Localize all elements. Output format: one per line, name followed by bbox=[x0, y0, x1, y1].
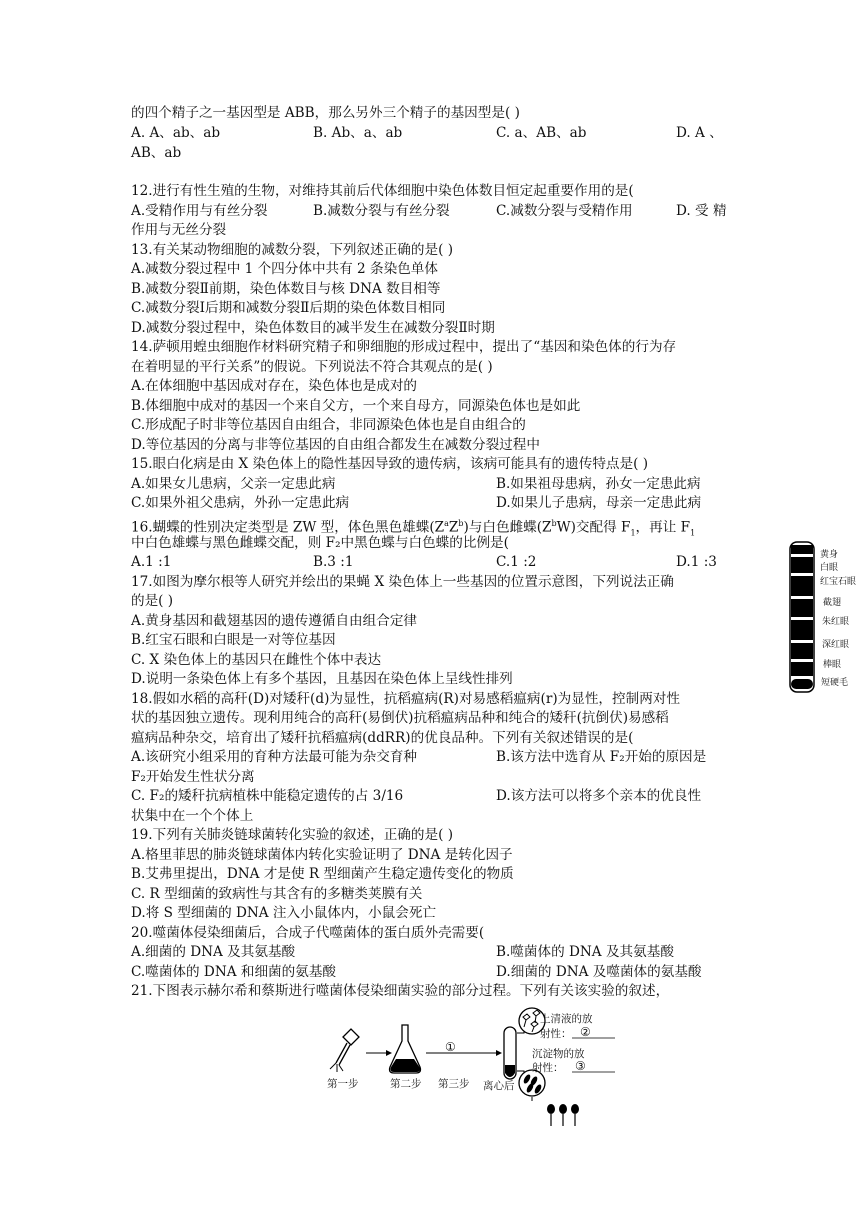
q15-option-c: C.如果外祖父患病，外孙一定患此病 bbox=[131, 495, 350, 511]
fig-label-circle2: ② bbox=[580, 1025, 591, 1039]
q19-option-c: C. R 型细菌的致病性与其含有的多糖类荚膜有关 bbox=[131, 886, 423, 902]
q19-option-a: A.格里菲思的肺炎链球菌体内转化实验证明了 DNA 是转化因子 bbox=[131, 847, 513, 863]
fig-label-sediment-1: 沉淀物的放 bbox=[532, 1048, 585, 1060]
q16-stem-line2: 中白色雄蝶与黑色雌蝶交配，则 F₂中黑色蝶与白色蝶的比例是( bbox=[131, 535, 509, 551]
q20-stem: 20.噬菌体侵染细菌后，合成子代噬菌体的蛋白质外壳需要( bbox=[131, 925, 485, 941]
q13-option-a: A.减数分裂过程中 1 个四分体中共有 2 条染色单体 bbox=[131, 261, 438, 277]
fig-label-centrifuge: 离心后 bbox=[483, 1080, 515, 1092]
q11-option-c: C. a、AB、ab bbox=[496, 125, 587, 141]
fig-label-step1: 第一步 bbox=[327, 1078, 359, 1090]
q13-option-c: C.减数分裂Ⅰ后期和减数分裂Ⅱ后期的染色体数目相同 bbox=[131, 300, 446, 316]
gene-label-cut-wing: 截翅 bbox=[823, 598, 842, 608]
x-chromosome-figure bbox=[788, 540, 818, 695]
gene-label-bar-eye: 棒眼 bbox=[823, 660, 842, 670]
q17-stem-line2: 的是( ) bbox=[131, 593, 174, 609]
flask-icon bbox=[390, 1025, 421, 1073]
q12-option-a: A.受精作用与有丝分裂 bbox=[131, 203, 268, 219]
q13-option-d: D.减数分裂过程中，染色体数目的减半发生在减数分裂Ⅱ时期 bbox=[131, 320, 495, 336]
q18-option-d-cont: 状集中在一个个体上 bbox=[131, 808, 254, 824]
q14-option-c: C.形成配子时非等位基因自由组合，非同源染色体也是自由组合的 bbox=[131, 417, 526, 433]
gene-label-white-eye: 白眼 bbox=[820, 563, 839, 573]
q18-stem-line1: 18.假如水稻的高秆(D)对矮秆(d)为显性，抗稻瘟病(R)对易感稻瘟病(r)为显性，控制两对性 bbox=[131, 691, 680, 707]
q18-option-b-cont: F₂开始发生性状分离 bbox=[131, 769, 255, 785]
q20-option-d: D.细菌的 DNA 及噬菌体的氨基酸 bbox=[496, 964, 702, 980]
q11-option-a: A. A、ab、ab bbox=[131, 125, 221, 141]
q11-option-d-cont: AB、ab bbox=[131, 145, 182, 161]
q14-stem-line2: 在着明显的平行关系”的假说。下列说法不符合其观点的是( ) bbox=[131, 359, 493, 375]
q21-stem: 21.下图表示赫尔希和蔡斯进行噬菌体侵染细菌实验的部分过程。下列有关该实验的叙述， bbox=[131, 983, 670, 999]
q11-option-d: D. A 、 bbox=[676, 125, 723, 141]
q18-option-c: C. F₂的矮秆抗病植株中能稳定遗传的占 3/16 bbox=[131, 788, 404, 804]
fig-label-step-circle1: ① bbox=[445, 1040, 456, 1054]
q16-stem-line1: 16.蝴蝶的性别决定类型是 ZW 型，体色黑色雄蝶$(Z^aZ^b)$与白色雌蝶$(Z^bW)$交配得 $F_1$，再让 $F_1$ bbox=[131, 519, 696, 538]
q18-stem-line2: 状的基因独立遗传。现利用纯合的高秆(易倒伏)抗稻瘟病品种和纯合的矮秆(抗倒伏)易感稻 bbox=[131, 710, 669, 726]
q13-option-b: B.减数分裂Ⅱ前期，染色体数目与核 DNA 数目相等 bbox=[131, 281, 441, 297]
gene-label-ruby-eye: 红宝石眼 bbox=[820, 577, 857, 587]
gene-label-yellow-body: 黄身 bbox=[820, 550, 839, 560]
q17-option-d: D.说明一条染色体上有多个基因，且基因在染色体上呈线性排列 bbox=[131, 671, 513, 687]
phage-icon bbox=[330, 1029, 359, 1072]
fig-label-supernatant-2: 射性： bbox=[540, 1028, 572, 1040]
q15-stem: 15.眼白化病是由 X 染色体上的隐性基因导致的遗传病，该病可能具有的遗传特点是( ) bbox=[131, 456, 649, 472]
q19-stem: 19.下列有关肺炎链球菌转化实验的叙述，正确的是( ) bbox=[131, 827, 454, 843]
q12-option-b: B.减数分裂与有丝分裂 bbox=[313, 203, 450, 219]
q16-option-d: D.1 :3 bbox=[676, 554, 717, 570]
q19-option-b: B.艾弗里提出，DNA 才是使 R 型细菌产生稳定遗传变化的物质 bbox=[131, 866, 514, 882]
q18-option-a: A.该研究小组采用的育种方法最可能为杂交育种 bbox=[131, 749, 418, 765]
q14-option-a: A.在体细胞中基因成对存在，染色体也是成对的 bbox=[131, 378, 418, 394]
q12-option-d-cont: 作用与无丝分裂 bbox=[131, 222, 227, 238]
q20-option-b: B.噬菌体的 DNA 及其氨基酸 bbox=[496, 944, 674, 960]
q13-stem: 13.有关某动物细胞的减数分裂，下列叙述正确的是( ) bbox=[131, 242, 454, 258]
gene-label-carmine-eye: 深红眼 bbox=[822, 640, 850, 650]
fig-label-step3: 第三步 bbox=[438, 1078, 470, 1090]
fig-label-supernatant-1: 上清液的放 bbox=[540, 1013, 593, 1025]
q14-stem-line1: 14.萨顿用蝗虫细胞作材料研究精子和卵细胞的形成过程中，提出了“基因和染色体的行为存 bbox=[131, 339, 677, 355]
q15-option-d: D.如果儿子患病，母亲一定患此病 bbox=[496, 495, 702, 511]
q14-option-d: D.等位基因的分离与非等位基因的自由组合都发生在减数分裂过程中 bbox=[131, 437, 540, 453]
gene-label-vermilion-eye: 朱红眼 bbox=[822, 617, 850, 627]
q15-option-b: B.如果祖母患病，孙女一定患此病 bbox=[496, 476, 701, 492]
q19-option-d: D.将 S 型细菌的 DNA 注入小鼠体内，小鼠会死亡 bbox=[131, 905, 437, 921]
q17-option-a: A.黄身基因和截翅基因的遗传遵循自由组合定律 bbox=[131, 613, 418, 629]
q16-option-b: B.3 :1 bbox=[313, 554, 354, 570]
q11-stem: 的四个精子之一基因型是 ABB，那么另外三个精子的基因型是( ) bbox=[131, 105, 520, 121]
q11-option-b: B. Ab、a、ab bbox=[313, 125, 403, 141]
q12-stem: 12.进行有性生殖的生物，对维持其前后代体细胞中染色体数目恒定起重要作用的是( bbox=[131, 183, 634, 199]
q12-option-d: D. 受 精 bbox=[676, 203, 727, 219]
q16-option-c: C.1 :2 bbox=[496, 554, 537, 570]
q16-option-a: A.1 :1 bbox=[131, 554, 172, 570]
fig-label-circle3: ③ bbox=[575, 1059, 586, 1073]
q17-option-c: C. X 染色体上的基因只在雌性个体中表达 bbox=[131, 652, 382, 668]
q18-stem-line3: 瘟病品种杂交，培育出了矮秆抗稻瘟病(ddRR)的优良品种。下列有关叙述错误的是( bbox=[131, 730, 634, 746]
q14-option-b: B.体细胞中成对的基因一个来自父方，一个来自母方，同源染色体也是如此 bbox=[131, 398, 581, 414]
q17-stem-line1: 17.如图为摩尔根等人研究并绘出的果蝇 X 染色体上一些基因的位置示意图，下列说法正确 bbox=[131, 574, 674, 590]
q20-option-c: C.噬菌体的 DNA 和细菌的氨基酸 bbox=[131, 964, 337, 980]
centrifuge-tube-icon bbox=[504, 1027, 516, 1079]
q18-option-b: B.该方法中选育从 F₂开始的原因是 bbox=[496, 749, 707, 765]
gene-label-short-bristle: 短硬毛 bbox=[821, 678, 849, 688]
fig-label-sediment-2: 射性： bbox=[532, 1062, 564, 1074]
q12-option-c: C.减数分裂与受精作用 bbox=[496, 203, 633, 219]
fig-label-step2: 第二步 bbox=[390, 1078, 422, 1090]
q20-option-a: A.细菌的 DNA 及其氨基酸 bbox=[131, 944, 296, 960]
q17-option-b: B.红宝石眼和白眼是一对等位基因 bbox=[131, 632, 336, 648]
q15-option-a: A.如果女儿患病，父亲一定患此病 bbox=[131, 476, 336, 492]
q18-option-d: D.该方法可以将多个亲本的优良性 bbox=[496, 788, 702, 804]
progeny-phage-icons bbox=[547, 1104, 579, 1126]
